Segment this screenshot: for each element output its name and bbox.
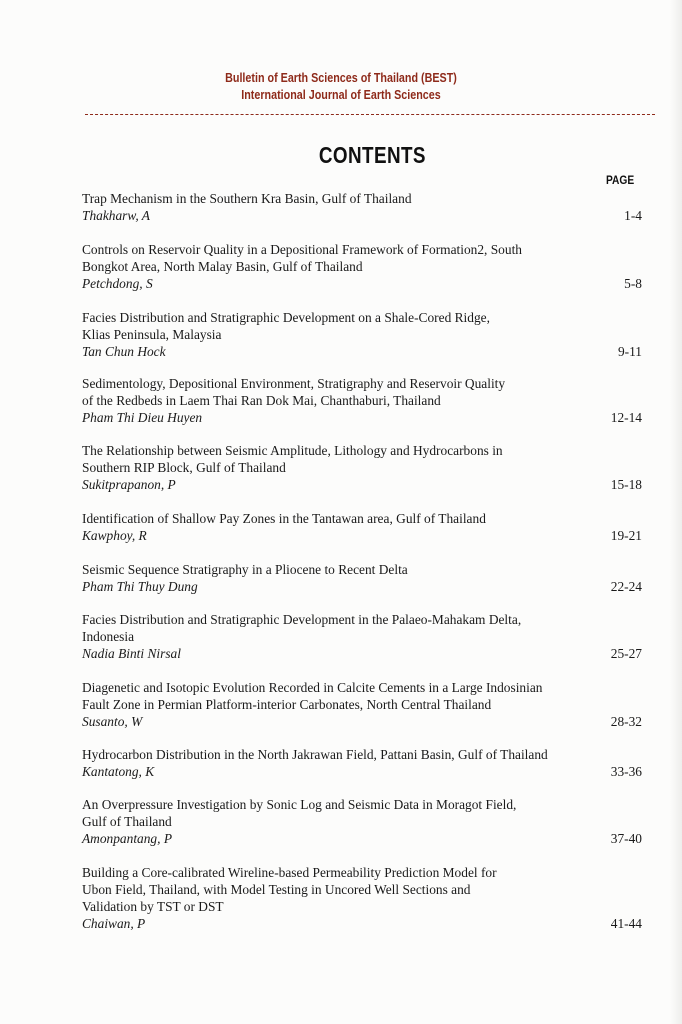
entry-title: Diagenetic and Isotopic Evolution Recorded in Calcite Cements in a Large Indosinian (82, 680, 543, 695)
entry-author: Tan Chun Hock (82, 344, 166, 359)
toc-entry (82, 442, 642, 493)
entry-page-range: 33-36 (610, 764, 642, 779)
entry-title: Seismic Sequence Stratigraphy in a Pliocene to Recent Delta (82, 562, 408, 577)
entry-page-range: 22-24 (610, 579, 642, 594)
entry-page-range: 28-32 (610, 714, 642, 729)
entry-page-range: 41-44 (610, 916, 642, 931)
entry-author: Chaiwan, P (82, 916, 146, 931)
entry-author: Thakharw, A (82, 208, 150, 223)
entry-author: Kantatong, K (82, 764, 155, 779)
entry-title: of the Redbeds in Laem Thai Ran Dok Mai, Chanthaburi, Thailand (82, 393, 441, 408)
toc-entry (82, 309, 642, 360)
entry-title: Trap Mechanism in the Southern Kra Basin, Gulf of Thailand (82, 191, 412, 206)
entry-title: Indonesia (82, 629, 135, 644)
entry-author: Sukitprapanon, P (82, 477, 176, 492)
toc-entry (82, 796, 642, 847)
entry-title: Controls on Reservoir Quality in a Depositional Framework of Formation2, South (82, 242, 522, 257)
journal-subtitle: International Journal of Earth Sciences (241, 88, 441, 102)
entry-author: Susanto, W (82, 714, 143, 729)
contents-heading: CONTENTS (318, 142, 426, 168)
journal-header (48, 70, 635, 104)
toc-entry (82, 746, 642, 780)
entry-title: Hydrocarbon Distribution in the North Jakrawan Field, Pattani Basin, Gulf of Thailand (82, 747, 548, 762)
entry-title: Building a Core-calibrated Wireline-based Permeability Prediction Model for (82, 865, 497, 880)
entry-page-range: 25-27 (610, 646, 642, 661)
toc-entry (82, 190, 642, 224)
entry-page-range: 37-40 (610, 831, 642, 846)
entry-page-range: 5-8 (624, 276, 642, 291)
page-column-label: PAGE (606, 173, 635, 187)
toc-entry (82, 561, 642, 595)
entry-author: Petchdong, S (82, 276, 153, 291)
entry-page-range: 12-14 (610, 410, 642, 425)
journal-title: Bulletin of Earth Sciences of Thailand (BEST) (225, 71, 457, 85)
toc-entry (82, 611, 642, 662)
entry-page-range: 9-11 (617, 344, 642, 359)
toc-entry (82, 864, 642, 932)
entry-title: Validation by TST or DST (82, 899, 224, 914)
entry-title: Klias Peninsula, Malaysia (82, 327, 222, 342)
entry-author: Pham Thi Dieu Huyen (82, 410, 203, 425)
entry-title: Bongkot Area, North Malay Basin, Gulf of Thailand (82, 259, 363, 274)
toc-entry (82, 510, 642, 544)
entry-author: Nadia Binti Nirsal (82, 646, 181, 661)
entry-title: The Relationship between Seismic Amplitude, Lithology and Hydrocarbons in (82, 443, 503, 458)
entry-title: Identification of Shallow Pay Zones in the Tantawan area, Gulf of Thailand (82, 511, 486, 526)
entry-title: Southern RIP Block, Gulf of Thailand (82, 460, 286, 475)
toc-entry (82, 679, 642, 730)
entry-title: Facies Distribution and Stratigraphic Development on a Shale-Cored Ridge, (82, 310, 490, 325)
entry-title: Ubon Field, Thailand, with Model Testing in Uncored Well Sections and (82, 882, 471, 897)
entry-author: Amonpantang, P (82, 831, 173, 846)
header-divider (85, 114, 655, 115)
entry-page-range: 1-4 (624, 208, 642, 223)
toc-entry (82, 375, 642, 426)
entry-page-range: 15-18 (610, 477, 642, 492)
entry-author: Kawphoy, R (82, 528, 147, 543)
entry-title: Gulf of Thailand (82, 814, 172, 829)
entry-title: Fault Zone in Permian Platform-interior Carbonates, North Central Thailand (82, 697, 492, 712)
entry-title: Facies Distribution and Stratigraphic Development in the Palaeo-Mahakam Delta, (82, 612, 522, 627)
entry-title: An Overpressure Investigation by Sonic Log and Seismic Data in Moragot Field, (82, 797, 517, 812)
entry-author: Pham Thi Thuy Dung (82, 579, 198, 594)
toc-entry (82, 241, 642, 292)
entry-page-range: 19-21 (610, 528, 642, 543)
entry-title: Sedimentology, Depositional Environment, Stratigraphy and Reservoir Quality (82, 376, 506, 391)
